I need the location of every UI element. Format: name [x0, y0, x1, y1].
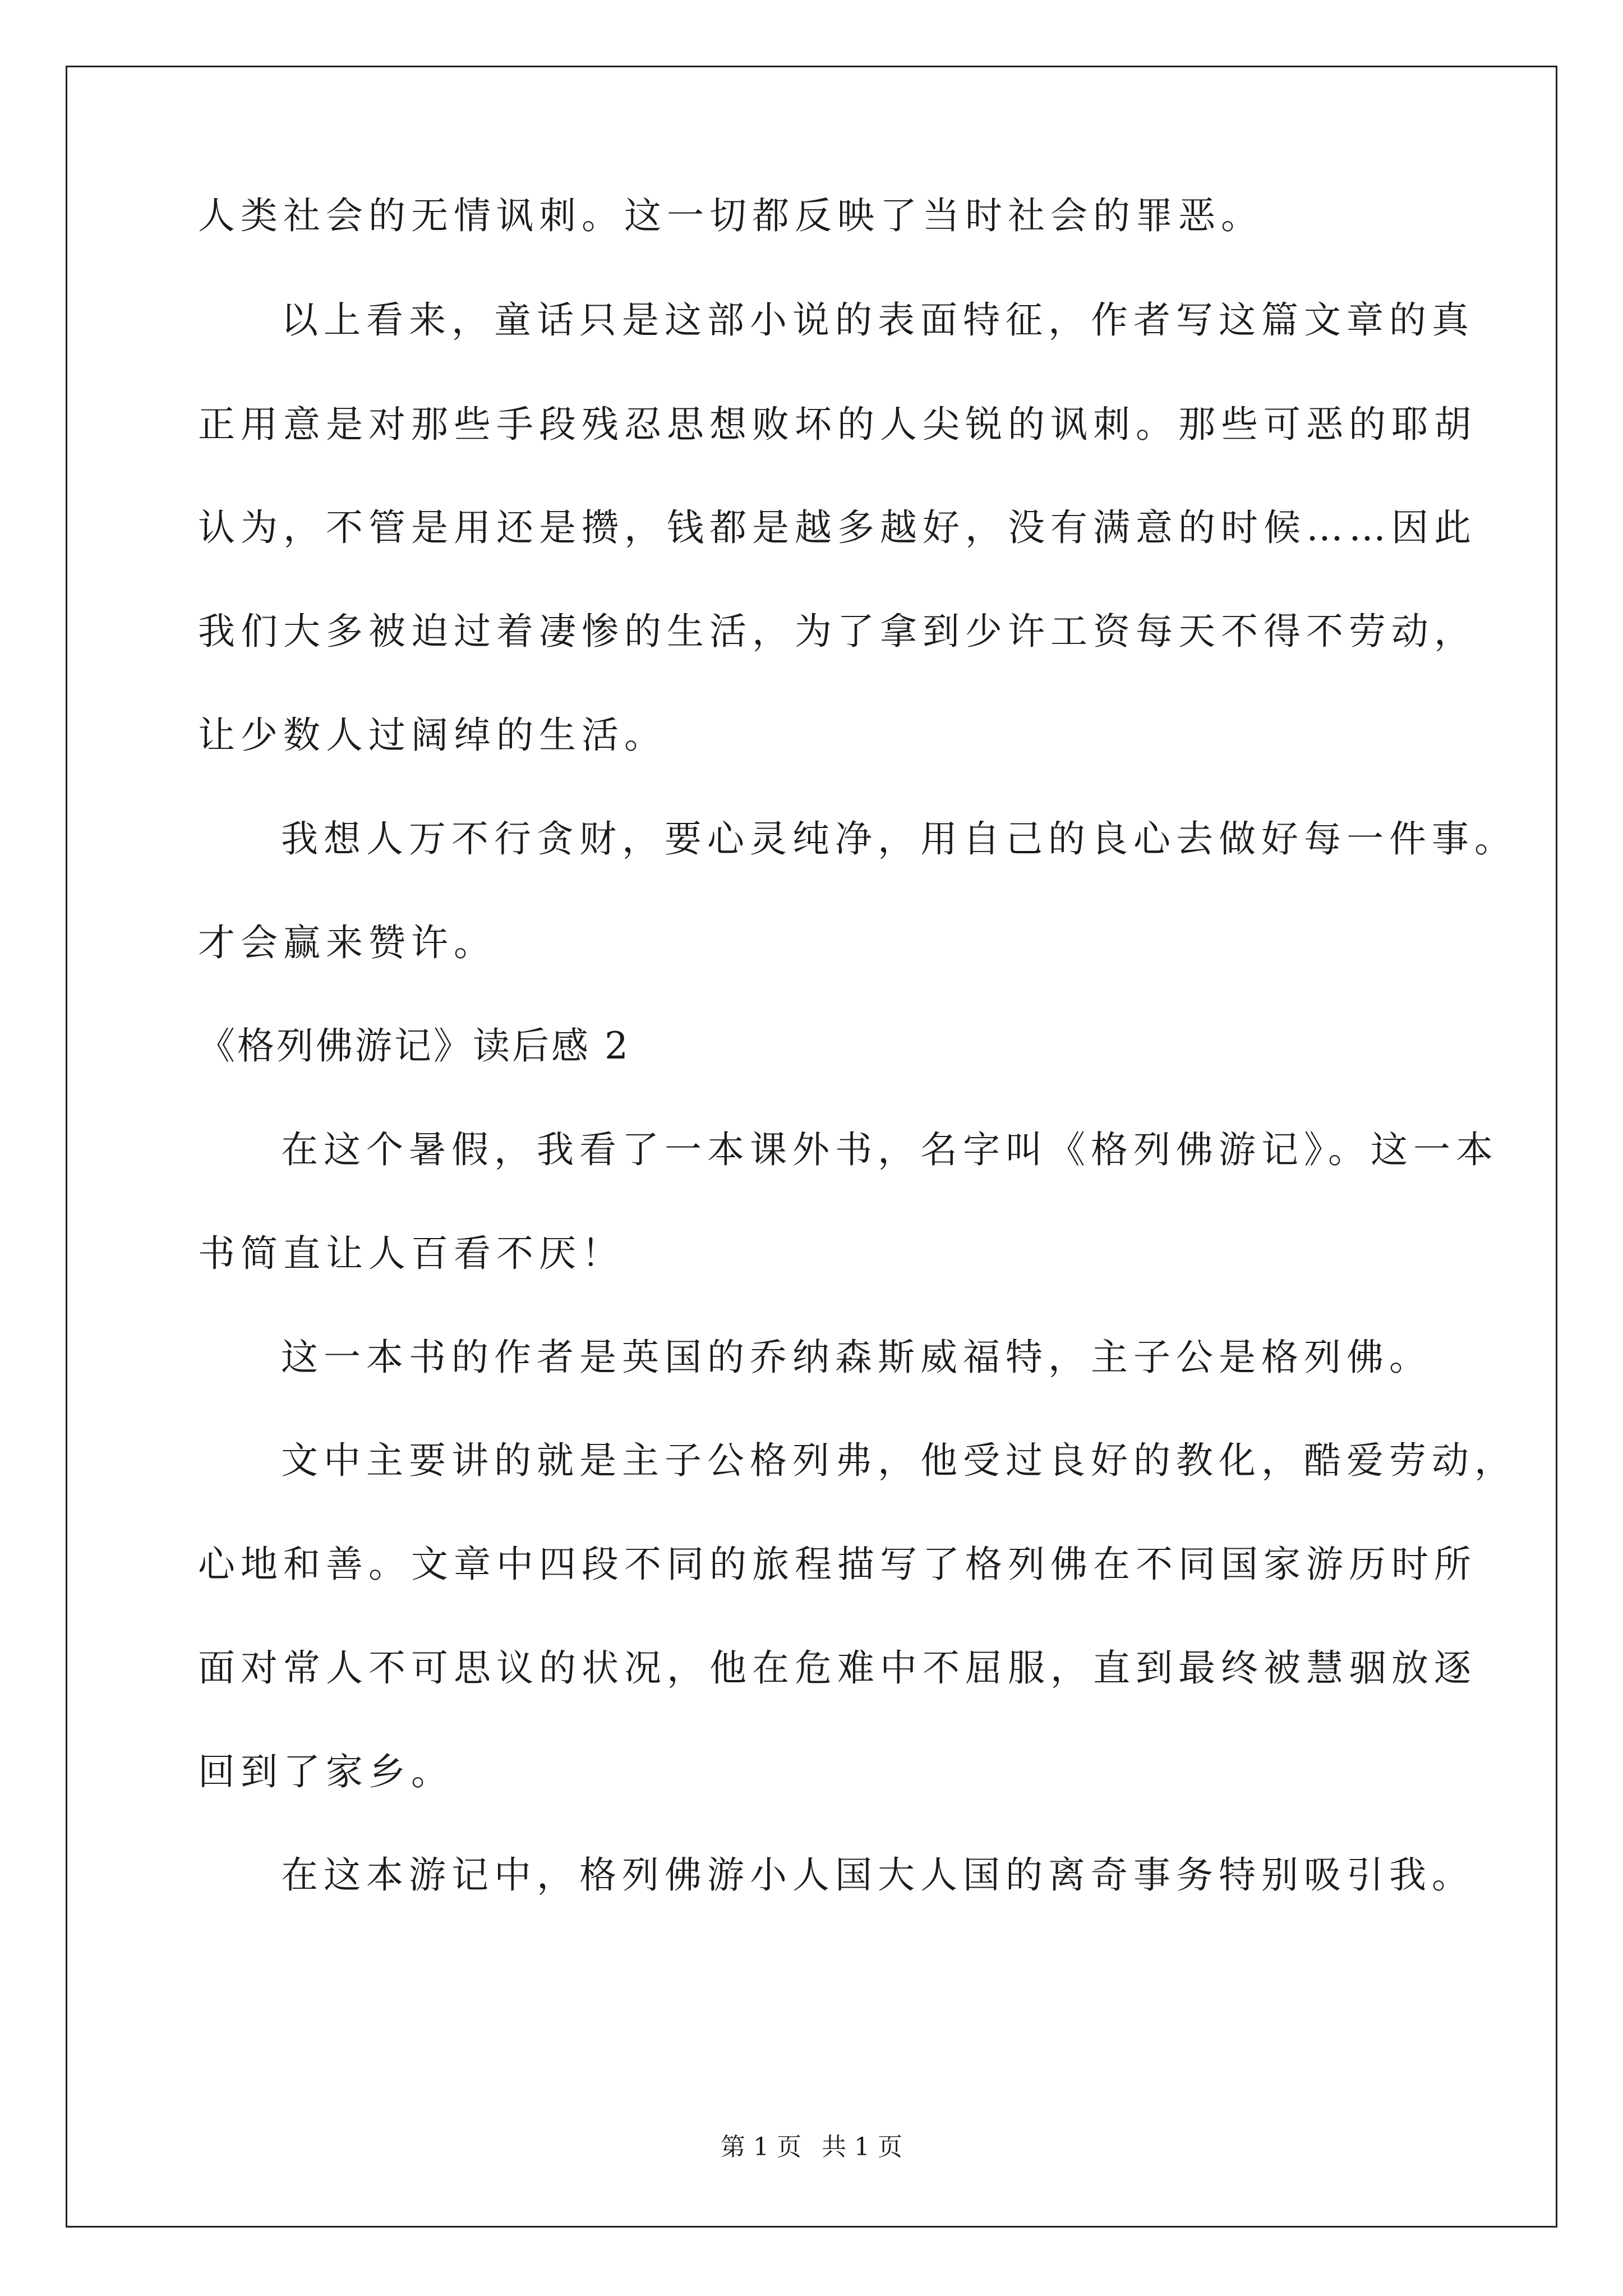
text-line-8: 才会赢来赞许。	[198, 921, 496, 964]
text-line-3: 正用意是对那些手段残忍思想败坏的人尖锐的讽刺。那些可恶的耶胡	[198, 403, 1477, 446]
text-line-1: 人类社会的无情讽刺。这一切都反映了当时社会的罪恶。	[198, 194, 1264, 237]
text-line-10: 在这个暑假，我看了一本课外书，名字叫《格列佛游记》。这一本	[281, 1128, 1498, 1171]
page-footer	[0, 2131, 1623, 2164]
text-line-12: 这一本书的作者是英国的乔纳森斯威福特，主子公是格列佛。	[281, 1336, 1432, 1379]
text-line-7: 我想人万不行贪财，要心灵纯净，用自己的良心去做好每一件事。	[281, 817, 1517, 861]
section-heading: 《格列佛游记》读后感 2	[198, 1024, 630, 1068]
text-line-16: 回到了家乡。	[198, 1750, 454, 1793]
page-number-total: 共 1 页	[822, 2133, 902, 2161]
text-line-6: 让少数人过阔绰的生活。	[198, 714, 667, 757]
text-line-4: 认为，不管是用还是攒，钱都是越多越好，没有满意的时候……因此	[198, 506, 1477, 549]
text-line-5: 我们大多被迫过着凄惨的生活，为了拿到少许工资每天不得不劳动，	[198, 610, 1477, 653]
text-line-13: 文中主要讲的就是主子公格列弗，他受过良好的教化，酷爱劳动，	[281, 1439, 1517, 1482]
page-number-current: 第 1 页	[721, 2133, 801, 2161]
text-line-2: 以上看来，童话只是这部小说的表面特征，作者写这篇文章的真	[281, 298, 1474, 342]
text-line-17: 在这本游记中，格列佛游小人国大人国的离奇事务特别吸引我。	[281, 1853, 1474, 1897]
text-line-11: 书简直让人百看不厌！	[198, 1232, 624, 1275]
text-line-14: 心地和善。文章中四段不同的旅程描写了格列佛在不同国家游历时所	[198, 1543, 1477, 1586]
text-line-15: 面对常人不可思议的状况，他在危难中不屈服，直到最终被慧骃放逐	[198, 1646, 1477, 1690]
